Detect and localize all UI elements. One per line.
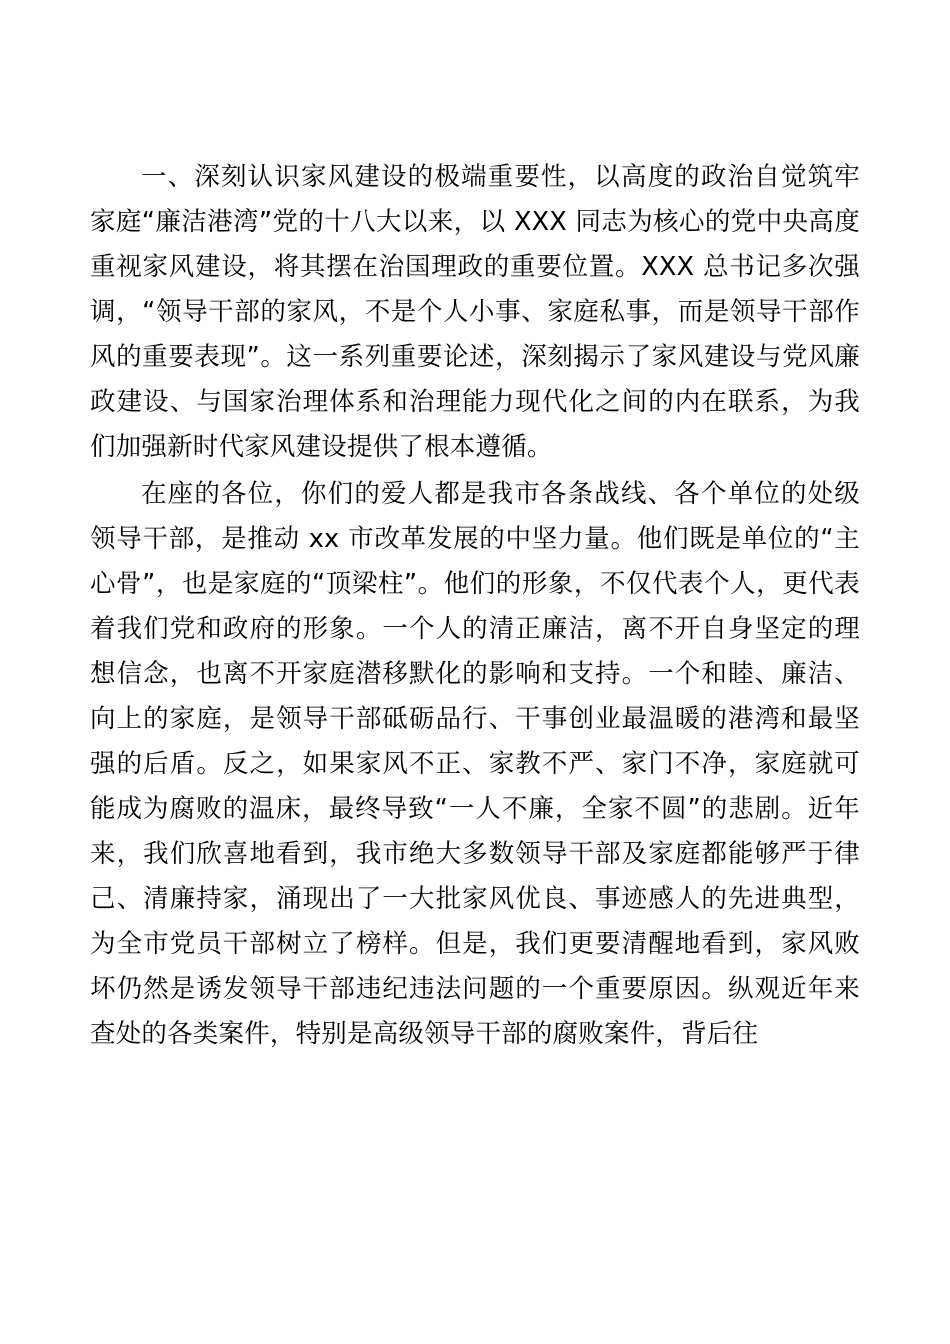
paragraph-1: 一、深刻认识家风建设的极端重要性，以高度的政治自觉筑牢家庭“廉洁港湾”党的十八大以来，以 XXX 同志为核心的党中央高度重视家风建设，将其摆在治国理政的重要位置。XXX 总书记多次强调，“领导干部的家风，不是个人小事、家庭私事，而是领导干部作风的重要表现”。这一系列重要论述，深刻揭示了家风建设与党风廉政建设、与国家治理体系和治理能力现代化之间的内在联系，为我们加强新时代家风建设提供了根本遵循。 [90,162,860,462]
document-body [90,155,860,1057]
paragraph-2: 在座的各位，你们的爱人都是我市各条战线、各个单位的处级领导干部，是推动 xx 市改革发展的中坚力量。他们既是单位的“主心骨”，也是家庭的“顶梁柱”。他们的形象，不仅代表个人，更代表着我们党和政府的形象。一个人的清正廉洁，离不开自身坚定的理想信念，也离不开家庭潜移默化的影响和支持。一个和睦、廉洁、向上的家庭，是领导干部砥砺品行、干事创业最温暖的港湾和最坚强的后盾。反之，如果家风不正、家教不严、家门不净，家庭就可能成为腐败的温床，最终导致“一人不廉，全家不圆”的悲剧。近年来，我们欣喜地看到，我市绝大多数领导干部及家庭都能够严于律己、清廉持家，涌现出了一大批家风优良、事迹感人的先进典型，为全市党员干部树立了榜样。但是，我们更要清醒地看到，家风败坏仍然是诱发领导干部违纪违法问题的一个重要原因。纵观近年来查处的各类案件，特别是高级领导干部的腐败案件，背后往 [90,479,860,1049]
